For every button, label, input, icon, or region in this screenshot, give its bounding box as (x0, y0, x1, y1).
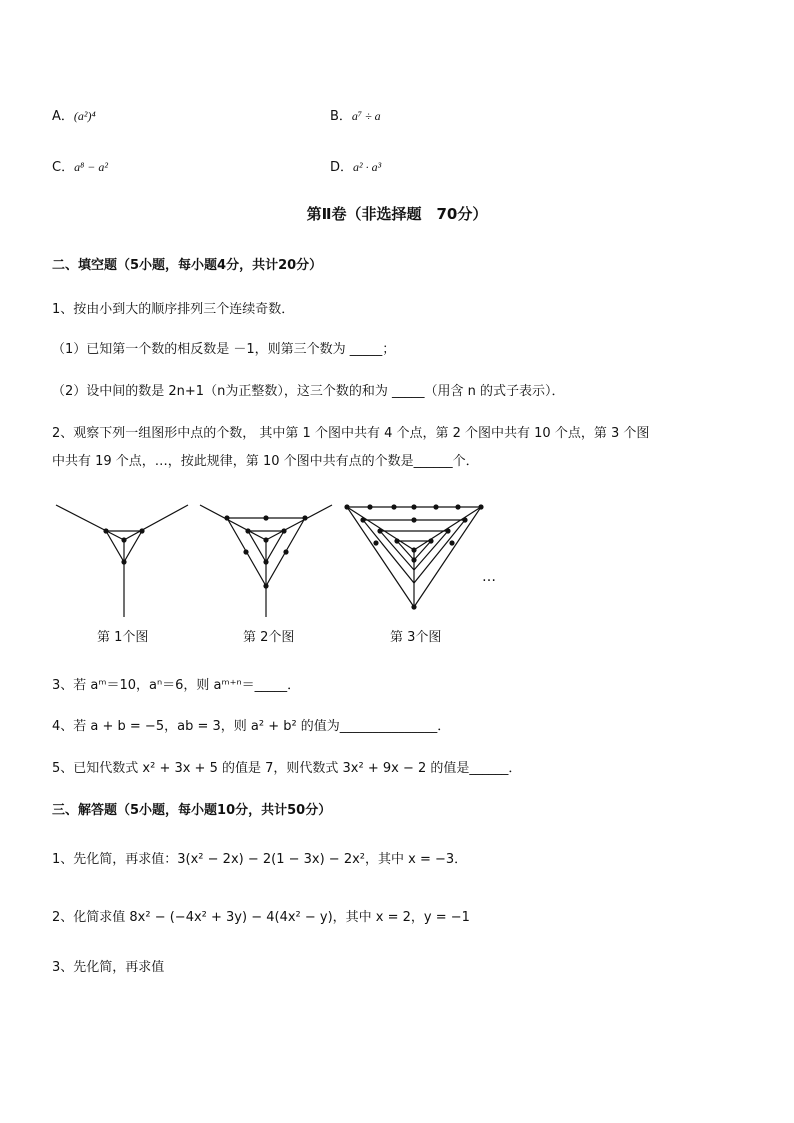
fill-q1: 1、按由小到大的顺序排列三个连续奇数． (52, 302, 295, 317)
fill-q4: 4、若 a + b = −5，ab = 3，则 a² + b² 的值为_______________． (52, 719, 451, 734)
option-b-letter: B． (330, 109, 352, 124)
solve-q2: 2、化简求值 8x² − (−4x² + 3y) − 4(4x² − y)，其中 x = 2，y = −1 (52, 910, 470, 925)
fill-q3: 3、若 aᵐ＝10，aⁿ＝6，则 aᵐ⁺ⁿ＝_____． (52, 678, 301, 693)
option-c-letter: C． (52, 160, 75, 175)
solve-heading: 三、解答题（5小题，每小题10分，共计50分） (52, 803, 332, 818)
option-b-expr: a⁷ ÷ a (351, 109, 381, 123)
fill-q2-line2: 中共有 19 个点，…，按此规律，第 10 个图中共有点的个数是______个． (52, 454, 479, 469)
option-c-expr: a⁸ − a² (74, 160, 108, 174)
fill-q1-part1: （1）已知第一个数的相反数是 －1，则第三个数为 _____； (52, 342, 396, 357)
figure-1-caption: 第 1个图 (97, 630, 149, 645)
option-a-letter: A． (52, 109, 74, 124)
solve-q1: 1、先化简，再求值：3(x² − 2x) − 2(1 − 3x) − 2x²，其中 x = −3． (52, 852, 468, 867)
fill-q2-line1: 2、观察下列一组图形中点的个数， 其中第 1 个图中共有 4 个点，第 2 个图中共有 10 个点，第 3 个图 (52, 426, 650, 441)
figure-2-caption: 第 2个图 (243, 630, 295, 645)
figure-3-caption: 第 3个图 (390, 630, 442, 645)
figures-ellipsis: … (482, 569, 496, 585)
section-title: 第Ⅱ卷（非选择题 70分） (306, 205, 488, 223)
solve-q3: 3、先化简，再求值 (52, 960, 165, 975)
option-a-expr: (a²)⁴ (73, 109, 96, 123)
option-d-expr: a² · a³ (353, 160, 382, 174)
option-d-letter: D． (330, 160, 354, 175)
fill-q1-part2: （2）设中间的数是 2n+1（n为正整数），这三个数的和为 _____（用含 n 的式子表示）． (52, 384, 565, 399)
fill-q5: 5、已知代数式 x² + 3x + 5 的值是 7，则代数式 3x² + 9x − 2 的值是______． (52, 761, 522, 776)
fill-heading: 二、填空题（5小题，每小题4分，共计20分） (52, 258, 323, 273)
